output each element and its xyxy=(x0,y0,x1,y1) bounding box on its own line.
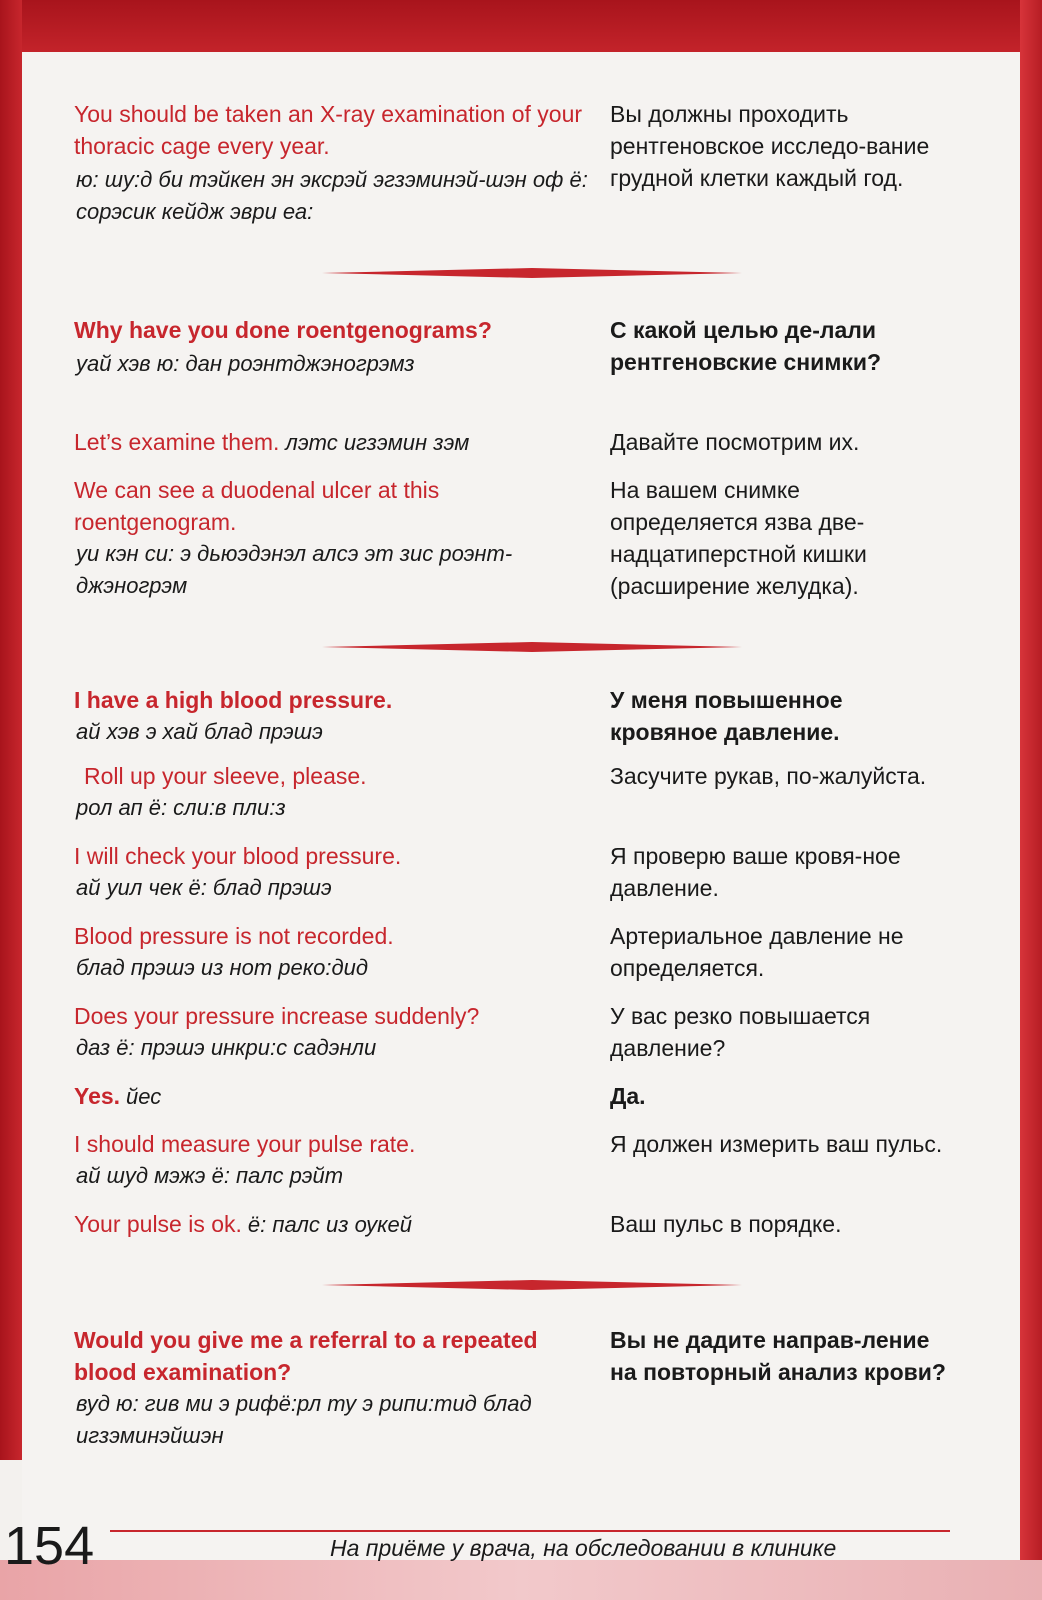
transcription: ё: палс из оукей xyxy=(247,1212,412,1237)
section-divider xyxy=(322,268,742,278)
english-phrase: Roll up your sleeve, please. xyxy=(84,763,367,789)
english-text: Your pulse is ok. xyxy=(74,1211,242,1237)
page-number: 154 xyxy=(4,1516,95,1576)
english-phrase: I should measure your pulse rate. xyxy=(74,1131,416,1157)
transcription: рол ап ё: сли:в пли:з xyxy=(76,795,286,820)
russian-translation: Вы не дадите направ-ление на повторный анализ крови? xyxy=(610,1327,946,1385)
footer-rule xyxy=(110,1530,950,1532)
transcription: ю: шу:д би тэйкен эн эксрэй эгзэминэй-шэн оф ё: сорэсик кейдж эври еа: xyxy=(76,167,588,224)
russian-translation: Вы должны проходить рентгеновское исследо-вание грудной клетки каждый год. xyxy=(610,101,930,191)
english-phrase xyxy=(74,1080,594,1113)
russian-translation: У меня повышенное кровяное давление. xyxy=(610,687,843,745)
russian-translation: У вас резко повышается давление? xyxy=(610,1003,871,1061)
right-red-band xyxy=(1020,0,1042,1600)
transcription: ай шуд мэжэ ё: палс рэйт xyxy=(76,1163,344,1188)
top-red-band xyxy=(0,0,1042,52)
russian-translation: Ваш пульс в порядке. xyxy=(610,1211,842,1237)
section-divider xyxy=(322,1280,742,1290)
running-title: На приёме у врача, на обследовании в клинике xyxy=(330,1535,837,1561)
transcription: блад прэшэ из нот реко:дид xyxy=(76,955,369,980)
transcription: ай уил чек ё: блад прэшэ xyxy=(76,875,332,900)
transcription: ай хэв э хай блад прэшэ xyxy=(76,719,323,744)
english-text: Yes. xyxy=(74,1083,121,1109)
russian-translation: Я проверю ваше кровя-ное давление. xyxy=(610,843,901,901)
book-page xyxy=(22,52,1020,1560)
english-phrase: I will check your blood pressure. xyxy=(74,843,402,869)
english-phrase xyxy=(74,1208,594,1241)
left-red-band xyxy=(0,0,22,1460)
english-phrase: I have a high blood pressure. xyxy=(74,687,393,713)
english-phrase: Does your pressure increase suddenly? xyxy=(74,1003,480,1029)
transcription: уи кэн си: э дьюэдэнэл алсэ эт зис роэнт-джэногрэм xyxy=(76,541,513,598)
section-divider xyxy=(322,642,742,652)
bottom-pink-band xyxy=(0,1560,1042,1600)
russian-translation: Давайте посмотрим их. xyxy=(610,429,860,455)
english-phrase: Why have you done roentgenograms? xyxy=(74,317,492,343)
russian-translation: Артериальное давление не определяется. xyxy=(610,923,904,981)
russian-translation: С какой целью де-лали рентгеновские снимки? xyxy=(610,317,882,375)
transcription: лэтс игзэмин зэм xyxy=(285,430,470,455)
english-phrase: Blood pressure is not recorded. xyxy=(74,923,394,949)
english-phrase: You should be taken an X-ray examination of your thoracic cage every year. xyxy=(74,101,583,159)
russian-translation: На вашем снимке определяется язва две-надцатиперстной кишки (расширение желудка). xyxy=(610,477,867,599)
transcription: йес xyxy=(126,1084,162,1109)
english-phrase: Would you give me a referral to a repeated blood examination? xyxy=(74,1327,538,1385)
english-phrase: We can see a duodenal ulcer at this roentgenogram. xyxy=(74,477,440,535)
russian-translation: Да. xyxy=(610,1083,646,1109)
russian-translation: Засучите рукав, по-жалуйста. xyxy=(610,763,927,789)
english-text: Let’s examine them. xyxy=(74,429,280,455)
english-phrase xyxy=(74,426,594,459)
transcription: даз ё: прэшэ инкри:с садэнли xyxy=(76,1035,377,1060)
russian-translation: Я должен измерить ваш пульс. xyxy=(610,1131,943,1157)
transcription: уай хэв ю: дан роэнтджэногрэмз xyxy=(76,351,415,376)
transcription: вуд ю: гив ми э рифё:рл ту э рипи:тид блад игзэминэйшэн xyxy=(76,1391,532,1448)
